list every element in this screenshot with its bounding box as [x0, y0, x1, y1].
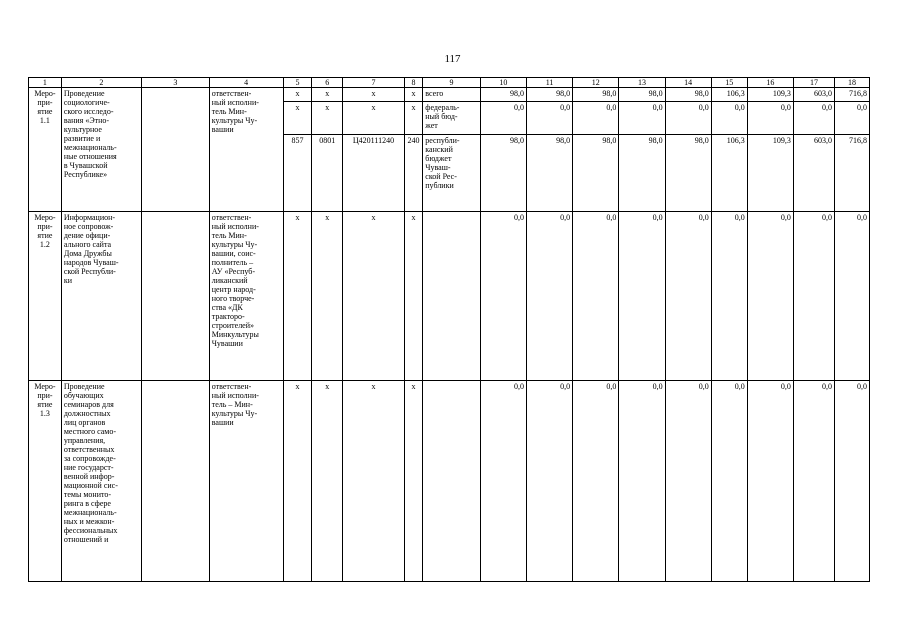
code-cell: x: [404, 212, 422, 381]
responsible: [209, 381, 283, 582]
cell-line: венной инфор-: [63, 472, 115, 481]
cell-line: 1.3: [39, 409, 50, 418]
cell-line: центр народ-: [211, 285, 256, 294]
cell-line: Минкультуры: [211, 330, 259, 339]
cell-line: республи-: [425, 136, 460, 145]
cell-line: ный исполни-: [211, 391, 259, 400]
value-cell: 98,0: [619, 88, 665, 102]
header-cell: 2: [61, 78, 141, 88]
code-cell: x: [283, 102, 312, 135]
cell-line: межнациональ-: [63, 143, 117, 152]
value-cell: 98,0: [573, 88, 619, 102]
table-row: [29, 212, 870, 381]
code-cell: 240: [404, 135, 422, 212]
cell-line: ное сопровож-: [63, 222, 114, 231]
header-cell: 18: [834, 78, 869, 88]
header-cell: 11: [526, 78, 572, 88]
header-cell: 6: [312, 78, 343, 88]
table-row: [29, 381, 870, 582]
value-cell: 0,0: [793, 381, 834, 582]
cell-line: тель – Мин-: [211, 400, 253, 409]
value-cell: 98,0: [665, 88, 711, 102]
code-cell: x: [312, 88, 343, 102]
value-cell: 0,0: [480, 381, 526, 582]
cell-line: тель Мин-: [211, 231, 247, 240]
cell-line: полнитель –: [211, 258, 254, 267]
value-cell: 109,3: [747, 135, 793, 212]
value-cell: 0,0: [480, 212, 526, 381]
header-row: [29, 78, 870, 88]
cell-line: вашии: [211, 125, 234, 134]
cell-line: межнациональ-: [63, 508, 117, 517]
cell-line: ятие: [37, 400, 53, 409]
cell-line: местного само-: [63, 427, 117, 436]
value-cell: 0,0: [619, 212, 665, 381]
header-cell: 3: [141, 78, 209, 88]
cell-line: Проведение: [63, 89, 105, 98]
cell-line: Информацион-: [63, 213, 116, 222]
cell-line: вашии, соис-: [211, 249, 256, 258]
value-cell: 0,0: [665, 212, 711, 381]
cell-line: должностных: [63, 409, 111, 418]
code-cell: x: [283, 381, 312, 582]
code-cell: x: [283, 88, 312, 102]
value-cell: 106,3: [711, 135, 747, 212]
responsible: [209, 88, 283, 212]
value-cell: 98,0: [573, 135, 619, 212]
cell-line: Чувашии: [211, 339, 243, 348]
empty-cell: [141, 88, 209, 212]
cell-line: ных и межкон-: [63, 517, 115, 526]
cell-line: ответствен-: [211, 213, 252, 222]
value-cell: 0,0: [573, 381, 619, 582]
value-cell: 98,0: [526, 88, 572, 102]
value-cell: 98,0: [480, 135, 526, 212]
cell-line: ный бюд-: [425, 112, 458, 121]
code-cell: x: [312, 102, 343, 135]
cell-line: Меро-: [34, 89, 56, 98]
cell-line: ятие: [37, 231, 53, 240]
value-cell: 0,0: [834, 102, 869, 135]
value-cell: 0,0: [526, 212, 572, 381]
cell-line: фессиональных: [63, 526, 118, 535]
code-cell: x: [283, 212, 312, 381]
value-cell: 0,0: [573, 212, 619, 381]
code-cell: 0801: [312, 135, 343, 212]
header-cell: 12: [573, 78, 619, 88]
value-cell: 98,0: [665, 135, 711, 212]
header-cell: 7: [343, 78, 405, 88]
value-cell: 0,0: [747, 212, 793, 381]
cell-line: 1.2: [39, 240, 50, 249]
value-cell: 0,0: [834, 212, 869, 381]
code-cell: x: [404, 381, 422, 582]
value-cell: 98,0: [526, 135, 572, 212]
cell-line: при-: [37, 391, 53, 400]
value-cell: 106,3: [711, 88, 747, 102]
value-cell: 0,0: [747, 102, 793, 135]
header-cell: 5: [283, 78, 312, 88]
funding-source: [423, 102, 481, 135]
cell-line: ного творче-: [211, 294, 255, 303]
header-cell: 17: [793, 78, 834, 88]
code-cell: x: [312, 212, 343, 381]
funding-source: [423, 88, 481, 102]
cell-line: развитие и: [63, 134, 101, 143]
cell-line: ние государст-: [63, 463, 114, 472]
value-cell: 0,0: [573, 102, 619, 135]
code-cell: x: [343, 381, 405, 582]
code-cell: x: [312, 381, 343, 582]
empty-cell: [141, 212, 209, 381]
cell-line: темы монито-: [63, 490, 112, 499]
value-cell: 98,0: [619, 135, 665, 212]
code-cell: x: [404, 102, 422, 135]
cell-line: публики: [425, 181, 454, 190]
cell-line: ный исполни-: [211, 222, 259, 231]
cell-line: культуры Чу-: [211, 409, 258, 418]
header-cell: 14: [665, 78, 711, 88]
cell-line: ные отношения: [63, 152, 117, 161]
header-cell: 1: [29, 78, 62, 88]
code-cell: x: [343, 88, 405, 102]
value-cell: 0,0: [619, 381, 665, 582]
code-cell: x: [343, 212, 405, 381]
cell-line: при-: [37, 98, 53, 107]
value-cell: 603,0: [793, 135, 834, 212]
value-cell: 0,0: [711, 212, 747, 381]
cell-line: обучающих: [63, 391, 104, 400]
value-cell: 0,0: [480, 102, 526, 135]
value-cell: 716,8: [834, 135, 869, 212]
value-cell: 0,0: [619, 102, 665, 135]
code-cell: x: [343, 102, 405, 135]
cell-line: семинаров для: [63, 400, 114, 409]
cell-line: ства «ДК: [211, 303, 243, 312]
measure-title: [61, 381, 141, 582]
cell-line: социологиче-: [63, 98, 110, 107]
cell-line: тракторо-: [211, 312, 245, 321]
value-cell: 109,3: [747, 88, 793, 102]
cell-line: Меро-: [34, 213, 56, 222]
code-cell: 857: [283, 135, 312, 212]
cell-line: управления,: [63, 436, 106, 445]
measure-id: [29, 381, 62, 582]
funding-source: [423, 135, 481, 212]
header-cell: 16: [747, 78, 793, 88]
cell-line: Проведение: [63, 382, 105, 391]
header-cell: 8: [404, 78, 422, 88]
value-cell: 0,0: [526, 102, 572, 135]
value-cell: 0,0: [526, 381, 572, 582]
cell-line: 1.1: [39, 116, 50, 125]
cell-line: канский: [425, 145, 453, 154]
cell-line: ответствен-: [211, 382, 252, 391]
cell-line: за сопровожде-: [63, 454, 116, 463]
cell-line: мационной сис-: [63, 481, 118, 490]
cell-line: лиц органов: [63, 418, 106, 427]
value-cell: 98,0: [480, 88, 526, 102]
cell-line: ской Республи-: [63, 267, 116, 276]
measure-title: [61, 212, 141, 381]
cell-line: народов Чуваш-: [63, 258, 119, 267]
funding-source: [423, 381, 481, 582]
value-cell: 0,0: [747, 381, 793, 582]
code-cell: Ц420111240: [343, 135, 405, 212]
funding-source: [423, 212, 481, 381]
value-cell: 0,0: [711, 381, 747, 582]
measure-id: [29, 88, 62, 212]
responsible: [209, 212, 283, 381]
cell-line: ответственных: [63, 445, 115, 454]
cell-line: вания «Этно-: [63, 116, 110, 125]
cell-line: ки: [63, 276, 73, 285]
cell-line: всего: [425, 89, 444, 98]
cell-line: тель Мин-: [211, 107, 247, 116]
value-cell: 0,0: [665, 381, 711, 582]
header-cell: 4: [209, 78, 283, 88]
cell-line: Меро-: [34, 382, 56, 391]
cell-line: ответствен-: [211, 89, 252, 98]
header-cell: 10: [480, 78, 526, 88]
header-cell: 15: [711, 78, 747, 88]
value-cell: 0,0: [793, 212, 834, 381]
cell-line: вашии: [211, 418, 234, 427]
value-cell: 603,0: [793, 88, 834, 102]
value-cell: 0,0: [665, 102, 711, 135]
value-cell: 0,0: [834, 381, 869, 582]
code-cell: x: [404, 88, 422, 102]
cell-line: строителей»: [211, 321, 255, 330]
document-table: [28, 77, 870, 582]
value-cell: 0,0: [793, 102, 834, 135]
cell-line: ликанский: [211, 276, 248, 285]
cell-line: ный исполни-: [211, 98, 259, 107]
cell-line: в Чувашской: [63, 161, 108, 170]
cell-line: культурное: [63, 125, 102, 134]
cell-line: АУ «Респуб-: [211, 267, 256, 276]
cell-line: ринга в сфере: [63, 499, 111, 508]
measure-title: [61, 88, 141, 212]
cell-line: отношений и: [63, 535, 109, 544]
cell-line: культуры Чу-: [211, 116, 258, 125]
cell-line: ского исследо-: [63, 107, 114, 116]
cell-line: культуры Чу-: [211, 240, 258, 249]
measure-id: [29, 212, 62, 381]
cell-line: Дома Дружбы: [63, 249, 112, 258]
page-number: 117: [444, 53, 461, 65]
value-cell: 0,0: [711, 102, 747, 135]
empty-cell: [141, 381, 209, 582]
cell-line: Республике»: [63, 170, 108, 179]
cell-line: Чуваш-: [425, 163, 451, 172]
cell-line: дение офици-: [63, 231, 111, 240]
cell-line: жет: [425, 121, 438, 130]
cell-line: бюджет: [425, 154, 452, 163]
value-cell: 716,8: [834, 88, 869, 102]
table-row: [29, 88, 870, 102]
header-cell: 13: [619, 78, 665, 88]
cell-line: при-: [37, 222, 53, 231]
cell-line: ального сайта: [63, 240, 112, 249]
header-cell: 9: [423, 78, 481, 88]
cell-line: ской Рес-: [425, 172, 457, 181]
cell-line: федераль-: [425, 103, 460, 112]
cell-line: ятие: [37, 107, 53, 116]
